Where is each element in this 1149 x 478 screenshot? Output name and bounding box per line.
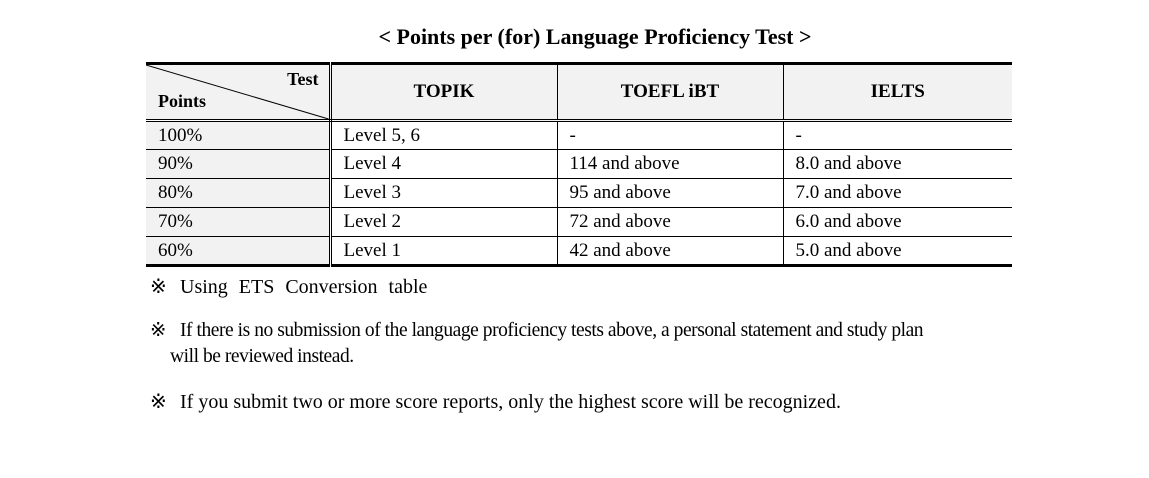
points-cell: 70% <box>146 208 330 237</box>
reference-mark-icon: ※ <box>150 320 166 341</box>
points-cell: 90% <box>146 150 330 179</box>
corner-test-label: Test <box>287 69 319 89</box>
table-row <box>146 121 1012 150</box>
ielts-cell: 7.0 and above <box>795 182 902 203</box>
corner-points-label: Points <box>158 91 207 111</box>
toefl-cell: 72 and above <box>557 208 783 237</box>
ielts-cell: 8.0 and above <box>795 153 902 174</box>
toefl-cell: - <box>557 121 783 150</box>
ielts-cell: 6.0 and above <box>795 211 902 232</box>
header-toefl: TOEFL iBT <box>557 64 783 121</box>
ielts-cell: 5.0 and above <box>795 239 902 261</box>
header-topik: TOPIK <box>330 64 557 121</box>
topik-cell: Level 5, 6 <box>330 121 557 150</box>
topik-cell: Level 4 <box>330 150 557 179</box>
reference-mark-icon: ※ <box>150 391 167 413</box>
toefl-cell: 42 and above <box>557 237 783 266</box>
note-text: Using ETS Conversion table <box>180 276 428 298</box>
topik-cell: Level 1 <box>330 237 557 266</box>
table-row <box>146 150 1012 179</box>
table-row <box>146 208 1012 237</box>
topik-cell: Level 2 <box>330 208 557 237</box>
note-text: If you submit two or more score reports, only the highest score will be recognized. <box>180 391 841 413</box>
reference-mark-icon: ※ <box>150 276 167 298</box>
points-table <box>146 62 1012 267</box>
topik-cell: Level 3 <box>330 179 557 208</box>
table-header-row <box>146 64 1012 121</box>
table-row <box>146 237 1012 266</box>
note-text-continuation: will be reviewed instead. <box>170 346 354 367</box>
note-ets-conversion <box>150 274 1020 300</box>
corner-header-cell <box>146 64 330 121</box>
points-cell: 80% <box>146 179 330 208</box>
note-text: If there is no submission of the language proficiency tests above, a personal statement and study plan <box>180 320 924 341</box>
header-ielts: IELTS <box>783 64 1012 121</box>
note-highest-score <box>150 389 1020 415</box>
toefl-cell: 95 and above <box>557 179 783 208</box>
ielts-cell: - <box>795 124 802 146</box>
points-cell: 60% <box>146 237 330 266</box>
points-cell: 100% <box>146 121 330 150</box>
table-row <box>146 179 1012 208</box>
toefl-cell: 114 and above <box>557 150 783 179</box>
note-no-submission <box>150 318 1020 370</box>
page-title: < Points per (for) Language Proficiency Test > <box>378 24 812 49</box>
